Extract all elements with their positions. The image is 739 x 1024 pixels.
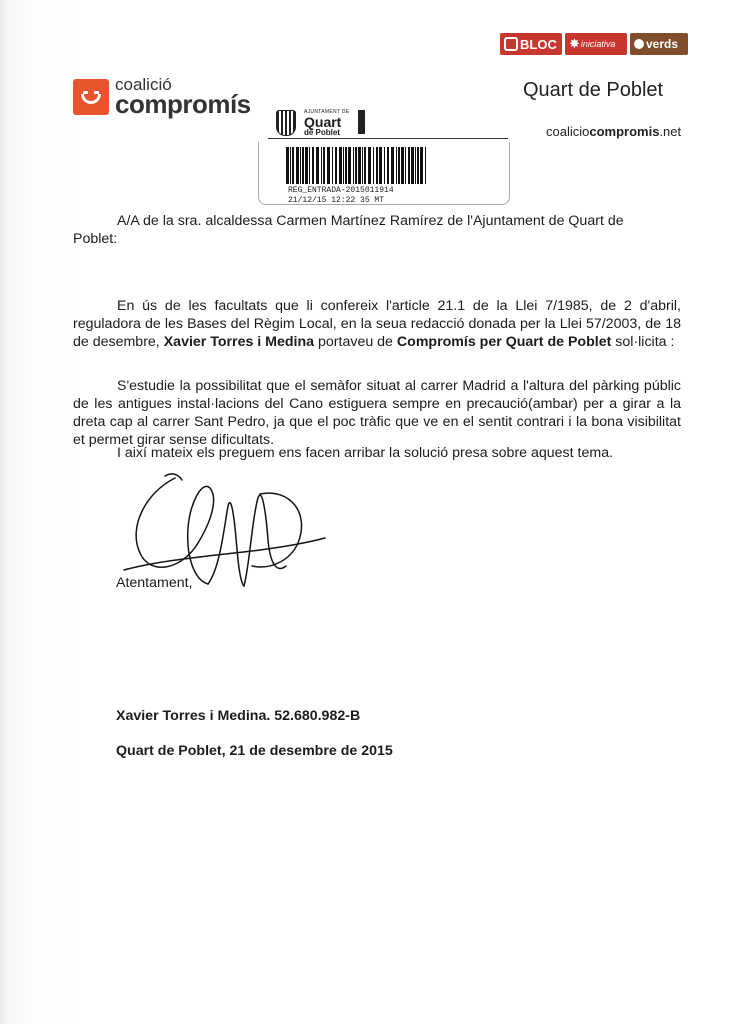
signer-line: Xavier Torres i Medina. 52.680.982-B bbox=[116, 708, 361, 724]
stamp-bar bbox=[358, 110, 365, 134]
date-line: Quart de Poblet, 21 de desembre de 2015 bbox=[116, 743, 393, 759]
stamp-org-small: AJUNTAMENT DE bbox=[304, 108, 350, 115]
star-icon: ✸ bbox=[569, 36, 580, 51]
town-crest-icon bbox=[276, 110, 296, 136]
logo-line2: compromís bbox=[115, 89, 251, 119]
barcode bbox=[286, 147, 426, 184]
requester-name: Xavier Torres i Medina bbox=[163, 334, 315, 350]
bloc-label: BLOC bbox=[520, 36, 557, 52]
closing: Atentament, bbox=[116, 575, 193, 591]
logo-line1: coalició bbox=[115, 75, 172, 94]
addressee: A/A de la sra. alcaldessa Carmen Martínez Ramírez de l'Ajuntament de Quart de Poblet: bbox=[73, 213, 624, 247]
stamp-divider bbox=[268, 138, 508, 139]
register-id: REG_ENTRADA-2015011914 bbox=[288, 186, 394, 195]
party-logos bbox=[500, 33, 688, 55]
smiley-logo-icon bbox=[73, 79, 109, 115]
bloc-logo bbox=[500, 33, 562, 55]
handwritten-signature bbox=[120, 458, 330, 593]
registry-stamp bbox=[256, 104, 512, 206]
group-name: Compromís per Quart de Poblet bbox=[396, 334, 612, 350]
bloc-square-icon bbox=[504, 37, 518, 51]
paragraph-proposal: S'estudie la possibilitat que el semàfor situat al carrer Madrid a l'altura del pàrking públic de les antigues instal·lacions del Cano estiguera sempre en precaució(ambar) per a girar a la dreta cap al carrer Sant Pedro, ja que el poc tràfic que ve en el sentit contrari i la bona visibilitat et permet girar sense dificultats. bbox=[73, 378, 681, 448]
register-datetime: 21/12/15 12:22 35 MT bbox=[288, 196, 385, 205]
verds-logo bbox=[630, 33, 688, 55]
paragraph-request: En ús de les facultats que li confereix l'article 21.1 de la Llei 7/1985, de 2 d'abril, reguladora de les Bases del Règim Local, en la seua redacció donada per la Llei 57/2003, de 18 de desembre, Xavier Torres i Medina portaveu de Compromís per Quart de Poblet sol·licita : bbox=[73, 298, 681, 350]
iniciativa-logo bbox=[565, 33, 627, 55]
compromis-logo bbox=[73, 76, 251, 117]
town-name: Quart de Poblet bbox=[523, 79, 664, 101]
stamp-org-name: Quart bbox=[304, 113, 342, 130]
stamp-org-name2: de Poblet bbox=[304, 127, 341, 137]
website: coaliciocompromis.net bbox=[546, 124, 682, 139]
verds-circle-icon bbox=[634, 39, 644, 49]
paragraph-followup: I així mateix els preguem ens facen arribar la solució presa sobre aquest tema. bbox=[117, 445, 614, 461]
verds-label: verds bbox=[646, 37, 679, 51]
iniciativa-label: iniciativa bbox=[580, 39, 616, 49]
